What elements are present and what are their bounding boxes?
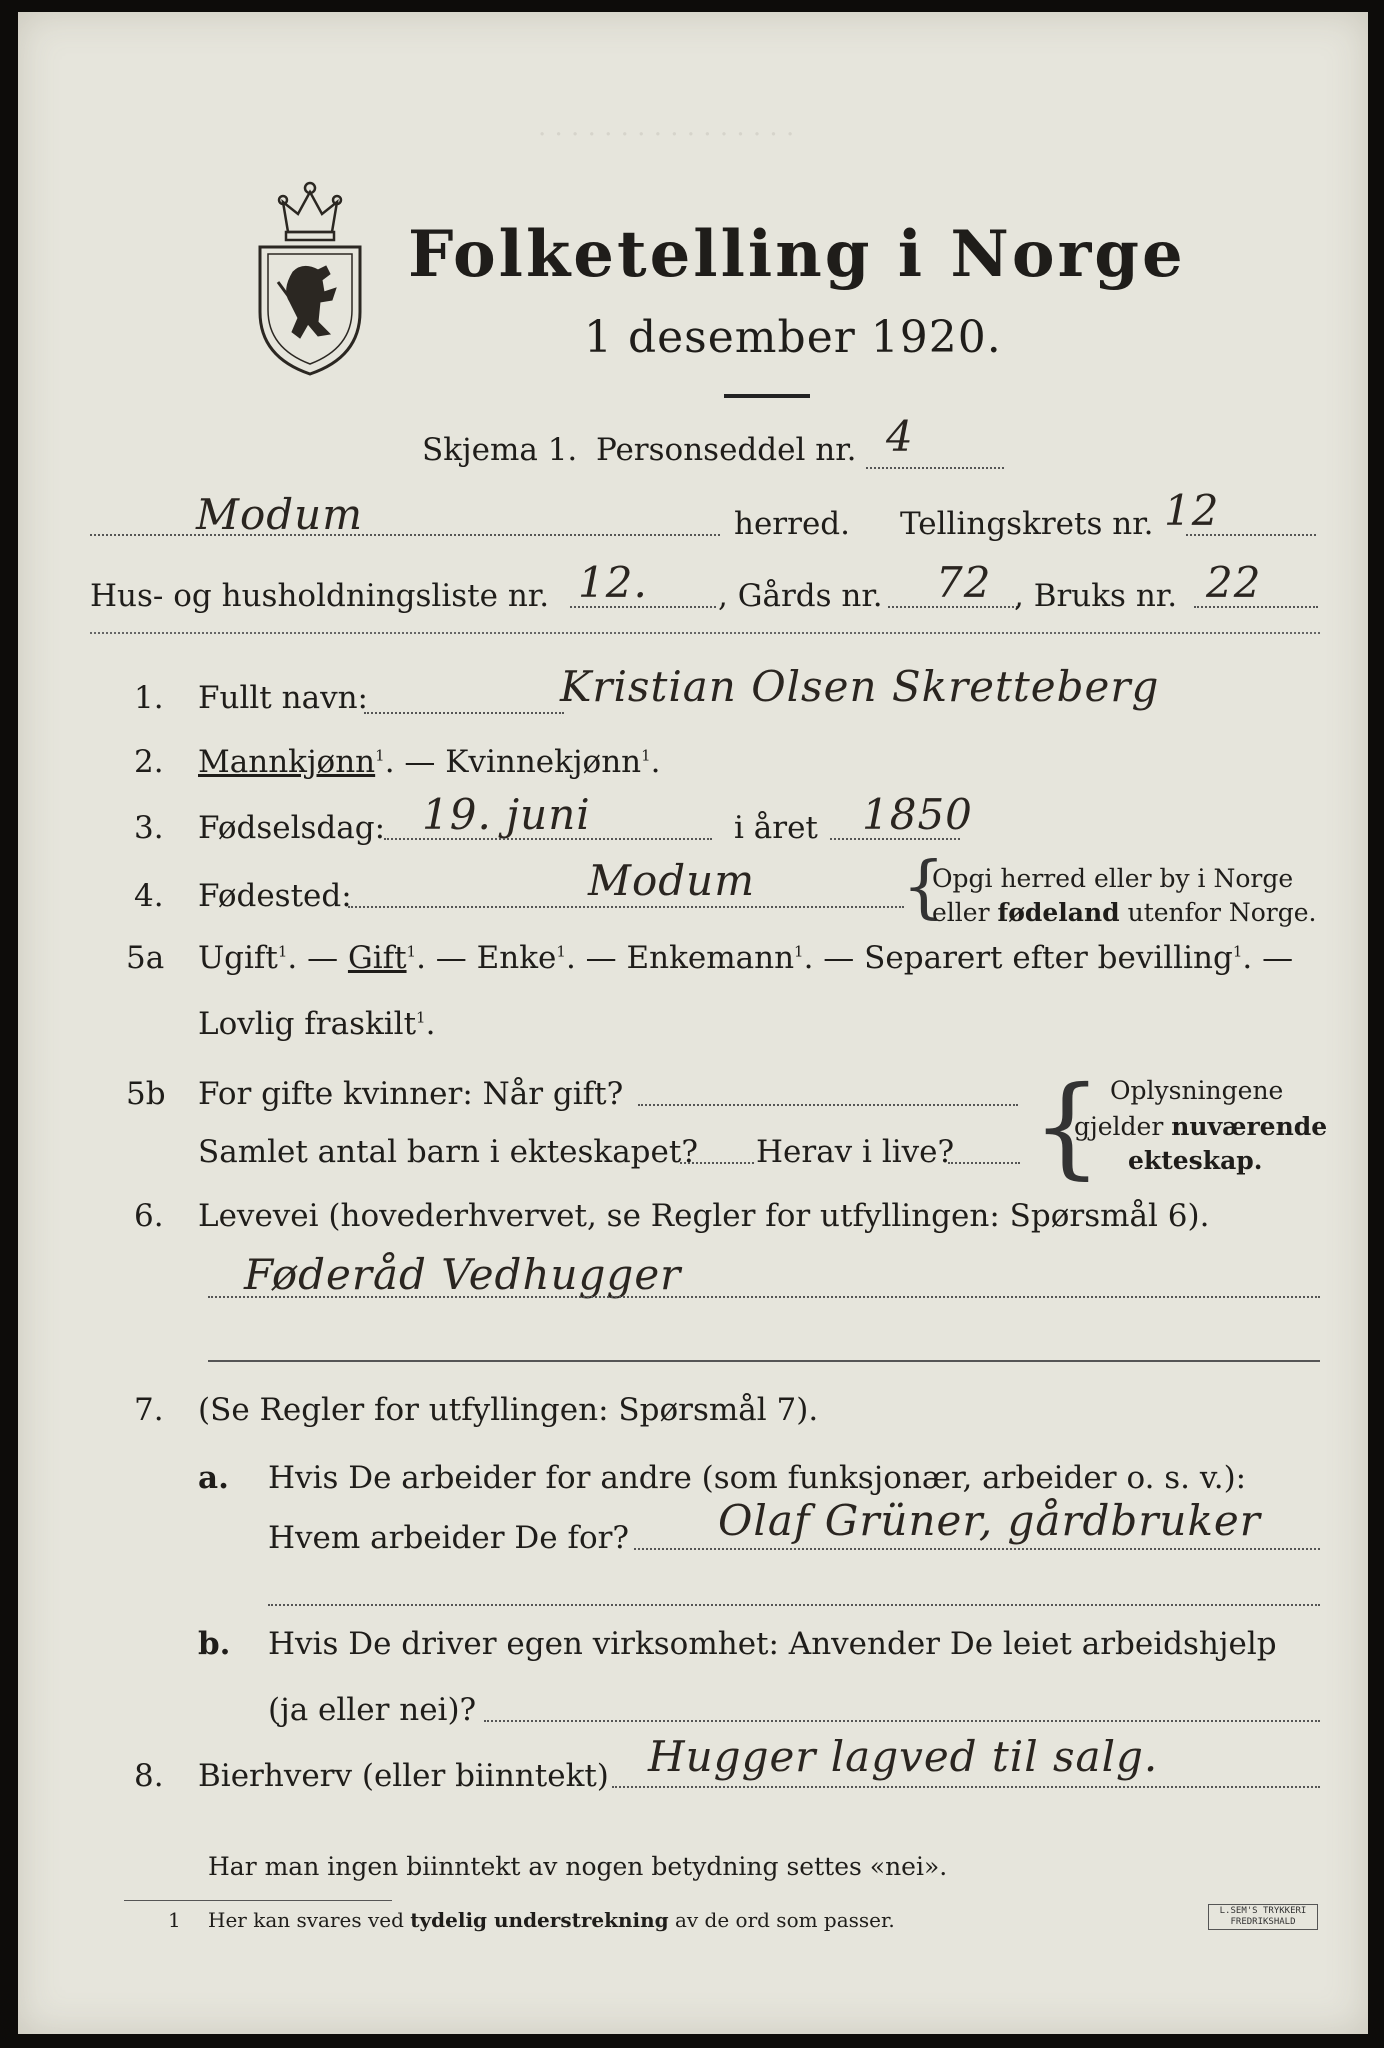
- q5b-line-1: [638, 1104, 1018, 1106]
- q4-note-b: fødeland: [997, 898, 1120, 927]
- q5a-ugift: Ugift: [198, 940, 278, 976]
- q4-label: Fødested:: [198, 878, 352, 914]
- footnote-text: [208, 1908, 895, 1932]
- footnote-b: tydelig understrekning: [410, 1908, 669, 1932]
- coat-of-arms-icon: [248, 162, 373, 377]
- q4-note-line1: Opgi herred eller by i Norge: [932, 864, 1294, 893]
- q5a-end: . —: [1242, 940, 1294, 976]
- husholdningsliste-value: 12.: [578, 558, 648, 607]
- personseddel-label: Personseddel nr.: [596, 432, 857, 468]
- q5b-line2-a: Samlet antal barn i ekteskapet?: [198, 1134, 698, 1170]
- q1-line-a: [364, 712, 564, 714]
- q5b-brace: {: [1032, 1062, 1102, 1190]
- q5a-fraskilt: Lovlig fraskilt: [198, 1006, 417, 1042]
- q5b-line-2: [680, 1162, 754, 1164]
- q6-line-1: [208, 1296, 1320, 1298]
- q5b-line-3: [948, 1162, 1020, 1164]
- q4-number: 4.: [134, 878, 164, 914]
- q3-birthday-value: 19. juni: [422, 790, 591, 839]
- herred-value: Modum: [196, 490, 364, 539]
- gards-line: [888, 606, 1018, 608]
- q3-year-value: 1850: [862, 790, 973, 839]
- q1-full-name-value: Kristian Olsen Skretteberg: [560, 662, 1160, 711]
- q6-label: Levevei (hovederhvervet, se Regler for utfyllingen: Spørsmål 6).: [198, 1198, 1210, 1234]
- husholdningsliste-line: [570, 606, 716, 608]
- q6-line-2: [208, 1360, 1320, 1362]
- printer-line1: L.SEM'S TRYKKERI: [1219, 1906, 1307, 1916]
- bruks-value: 22: [1206, 558, 1262, 607]
- q5b-number: 5b: [126, 1076, 166, 1112]
- q5b-note-2: [1074, 1112, 1327, 1141]
- q5b-note-1: Oplysningene: [1110, 1076, 1284, 1105]
- herred-line: [90, 534, 720, 536]
- header-separator: [90, 632, 1320, 634]
- q5a-sup-2: 1: [406, 942, 417, 961]
- q4-brace: {: [902, 848, 946, 927]
- title-divider: [724, 394, 810, 398]
- q5b-note-2b: nuværende: [1171, 1112, 1328, 1141]
- q7b-line: [484, 1720, 1320, 1722]
- q1-label: Fullt navn:: [198, 680, 368, 716]
- q5a-line2: [198, 1006, 435, 1042]
- q7a-line-2: [268, 1604, 1320, 1606]
- footnote-c: av de ord som passer.: [668, 1908, 895, 1932]
- q5b-line2-b: Herav i live?: [756, 1134, 955, 1170]
- tellingskrets-line: [1186, 534, 1316, 536]
- tellingskrets-value: 12: [1164, 486, 1220, 535]
- personseddel-value: 4: [886, 412, 914, 461]
- q5a-sup-6: 1: [416, 1008, 426, 1027]
- q5a-separert: . — Separert efter bevilling: [803, 940, 1233, 976]
- personseddel-line: [866, 467, 1004, 469]
- footnote-divider: [124, 1900, 392, 1901]
- q5a-gift-pre: . —: [287, 940, 348, 976]
- q6-number: 6.: [134, 1198, 164, 1234]
- q8-note: Har man ingen biinntekt av nogen betydning settes «nei».: [208, 1852, 948, 1881]
- q7-label: (Se Regler for utfyllingen: Spørsmål 7).: [198, 1392, 819, 1428]
- q6-occupation-value: Føderåd Vedhugger: [244, 1250, 682, 1299]
- q3-year-label: i året: [734, 810, 818, 846]
- q7a-letter: a.: [198, 1460, 229, 1496]
- bleed-through-text: · · · · · · · · · · · · · · · ·: [538, 120, 795, 150]
- herred-label: herred.: [734, 506, 850, 542]
- page-subtitle: 1 desember 1920.: [584, 312, 1002, 363]
- q2-sup-1: 1: [375, 746, 385, 765]
- husholdningsliste-label: Hus- og husholdningsliste nr.: [90, 578, 550, 614]
- q7a-text: Hvis De arbeider for andre (som funksjonær, arbeider o. s. v.):: [268, 1460, 1247, 1496]
- q3-number: 3.: [134, 810, 164, 846]
- q4-line: [348, 906, 904, 908]
- q8-label: Bierhverv (eller biinntekt): [198, 1758, 609, 1794]
- q8-line: [612, 1786, 1320, 1788]
- q7-number: 7.: [134, 1392, 164, 1428]
- q7b-line2: (ja eller nei)?: [268, 1692, 477, 1728]
- census-form-page: [18, 12, 1368, 2034]
- page-title: Folketelling i Norge: [408, 217, 1186, 292]
- q4-note-a: eller: [932, 898, 998, 927]
- tellingskrets-label: Tellingskrets nr.: [900, 506, 1154, 542]
- q5a-number: 5a: [126, 940, 165, 976]
- q5a-enkemann: . — Enkemann: [565, 940, 795, 976]
- q5a-sup-4: 1: [794, 942, 804, 961]
- q5a-sup-3: 1: [556, 942, 566, 961]
- q7a-line2: Hvem arbeider De for?: [268, 1520, 630, 1556]
- q2-options: [198, 744, 661, 780]
- q7a-employer-value: Olaf Grüner, gårdbruker: [718, 1496, 1261, 1545]
- q7a-line-1: [634, 1548, 1320, 1550]
- footnote-number: 1: [168, 1908, 181, 1932]
- gards-value: 72: [936, 558, 992, 607]
- q3-label: Fødselsdag:: [198, 810, 386, 846]
- q2-option-female: . — Kvinnekjønn: [384, 744, 642, 780]
- gards-label: , Gårds nr.: [718, 578, 883, 614]
- q5b-label: For gifte kvinner: Når gift?: [198, 1076, 624, 1112]
- q5b-note-2a: gjelder: [1074, 1112, 1172, 1141]
- q7b-text: Hvis De driver egen virksomhet: Anvender De leiet arbeidshjelp: [268, 1626, 1277, 1662]
- q1-number: 1.: [134, 680, 164, 716]
- q5a-options: [198, 940, 1293, 976]
- q3-year-line: [830, 838, 960, 840]
- q5a-gift: Gift: [347, 940, 407, 976]
- bruks-label: , Bruks nr.: [1014, 578, 1178, 614]
- bruks-line: [1194, 606, 1318, 608]
- q8-side-income-value: Hugger lagved til salg.: [648, 1732, 1159, 1781]
- q8-number: 8.: [134, 1758, 164, 1794]
- q5b-note-3: ekteskap.: [1128, 1146, 1263, 1175]
- schema-label: Skjema 1.: [422, 432, 578, 468]
- q4-note-line2: [932, 898, 1316, 927]
- q2-number: 2.: [134, 744, 164, 780]
- q3-line: [384, 838, 712, 840]
- printer-mark: [1208, 1904, 1318, 1930]
- q2-sup-2: 1: [641, 746, 651, 765]
- q2-option-male: Mannkjønn: [198, 744, 376, 780]
- q7b-letter: b.: [198, 1626, 231, 1662]
- footnote-a: Her kan svares ved: [208, 1908, 411, 1932]
- printer-line2: FREDRIKSHALD: [1230, 1917, 1296, 1927]
- q5a-enke: . — Enke: [416, 940, 557, 976]
- q4-birthplace-value: Modum: [588, 856, 756, 905]
- q2-end: .: [650, 744, 661, 780]
- q5a-line2-end: .: [425, 1006, 436, 1042]
- q4-note-c: utenfor Norge.: [1119, 898, 1317, 927]
- q5a-sup-1: 1: [277, 942, 288, 961]
- q5a-sup-5: 1: [1232, 942, 1243, 961]
